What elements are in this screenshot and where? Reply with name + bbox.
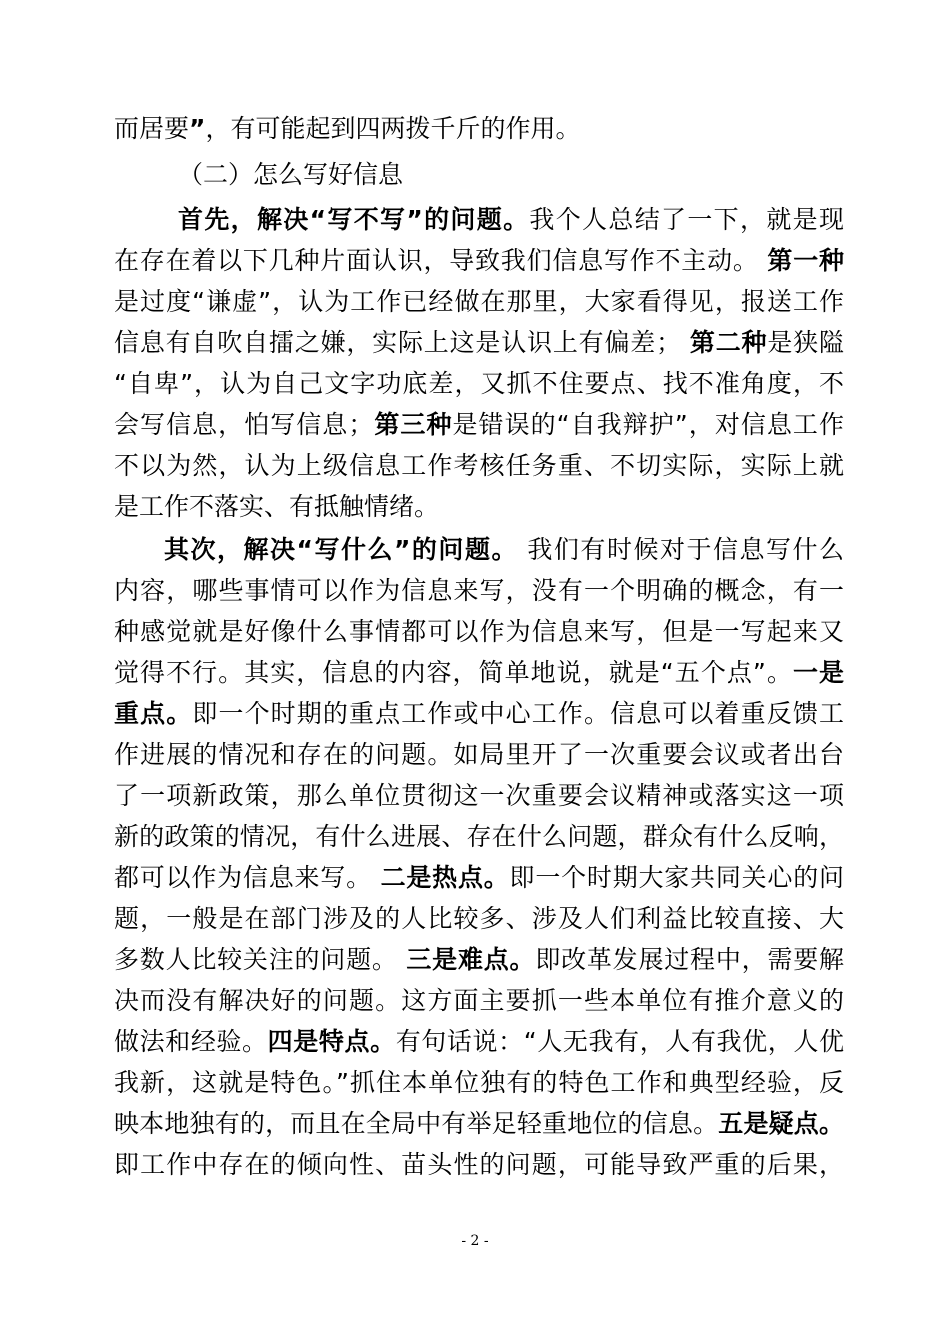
text-line — [114, 939, 844, 980]
text-line — [114, 652, 844, 693]
bold-text: 重点。 — [114, 699, 193, 728]
text-run: 即工作中存在的倾向性、苗头性的问题，可能导致严重的后果， — [114, 1150, 844, 1179]
bold-text: 一是 — [792, 658, 844, 687]
text-run: ，有可能起到四两拨千斤的作用。 — [205, 114, 581, 143]
bold-text: 四是特点。 — [267, 1027, 396, 1056]
text-line — [114, 1062, 844, 1103]
text-run: 会写信息，怕写信息； — [114, 410, 374, 439]
text-line — [114, 281, 844, 322]
text-run: 在存在着以下几种片面认识，导致我们信息写作不主动。 — [114, 246, 768, 275]
text-run: （二）怎么写好信息 — [178, 160, 404, 189]
bold-text: 第三种 — [373, 410, 453, 439]
text-run: 即一个时期大家共同关心的问 — [509, 863, 844, 892]
text-line — [114, 154, 844, 195]
text-run: 种感觉就是好像什么事情都可以作为信息来写，但是一写起来又 — [114, 617, 844, 646]
text-line — [114, 486, 844, 527]
text-run: 我新，这就是特色。”抓住本单位独有的特色工作和典型经验，反 — [114, 1068, 844, 1097]
text-line — [114, 404, 844, 445]
bold-text: 三是难点。 — [406, 945, 536, 974]
text-line — [114, 363, 844, 404]
text-line — [114, 775, 844, 816]
text-line — [114, 898, 844, 939]
text-run: 觉得不行。其实，信息的内容，简单地说，就是“五个点”。 — [114, 658, 793, 687]
bold-text: 第一种 — [767, 246, 844, 275]
text-line — [114, 1144, 844, 1185]
text-line — [114, 693, 844, 734]
text-run: 作进展的情况和存在的问题。如局里开了一次重要会议或者出台 — [114, 740, 844, 769]
bold-text: 首先，解决“写不写”的问题。 — [178, 205, 530, 234]
bold-text: 其次，解决“写什么”的问题。 — [164, 535, 518, 564]
text-line — [114, 1021, 844, 1062]
text-run: 即改革发展过程中，需要解 — [535, 945, 844, 974]
text-line — [114, 240, 844, 281]
text-line — [114, 734, 844, 775]
text-line — [114, 570, 844, 611]
text-run: 映本地独有的，而且在全局中有举足轻重地位的信息。 — [114, 1109, 719, 1138]
bold-text: 第二种 — [689, 328, 768, 357]
text-line — [114, 1103, 844, 1144]
text-run: 是错误的“自我辩护”，对信息工作 — [452, 410, 844, 439]
text-run: 新的政策的情况，有什么进展、存在什么问题，群众有什么反响， — [114, 822, 844, 851]
text-line — [114, 611, 844, 652]
text-run: 决而没有解决好的问题。这方面主要抓一些本单位有推介意义的 — [114, 986, 844, 1015]
text-line — [114, 445, 844, 486]
text-run: 都可以作为信息来写。 — [114, 863, 381, 892]
text-line — [114, 529, 844, 570]
text-run: 多数人比较关注的问题。 — [114, 945, 407, 974]
text-run: 即一个时期的重点工作或中心工作。信息可以着重反馈工 — [192, 699, 844, 728]
bold-text: 五是疑点。 — [718, 1109, 844, 1138]
text-line — [114, 322, 844, 363]
text-run: 题，一般是在部门涉及的人比较多、涉及人们利益比较直接、大 — [114, 904, 844, 933]
text-run: 我个人总结了一下，就是现 — [529, 205, 844, 234]
text-run: 有句话说：“人无我有，人有我优，人优 — [395, 1027, 844, 1056]
text-run: 做法和经验。 — [114, 1027, 268, 1056]
text-run: 是过度“谦虚”，认为工作已经做在那里，大家看得见，报送工作 — [114, 287, 844, 316]
text-run: 不以为然，认为上级信息工作考核任务重、不切实际，实际上就 — [114, 451, 844, 480]
text-line — [114, 980, 844, 1021]
text-line — [114, 108, 844, 149]
text-run: 信息有自吹自擂之嫌，实际上这是认识上有偏差； — [114, 328, 690, 357]
text-run: “自卑”，认为自己文字功底差，又抓不住要点、找不准角度，不 — [114, 369, 844, 398]
text-run: 而居要 — [114, 114, 190, 143]
text-line — [114, 199, 844, 240]
text-run: 了一项新政策，那么单位贯彻这一次重要会议精神或落实这一项 — [114, 781, 844, 810]
text-run: 是工作不落实、有抵触情绪。 — [114, 492, 440, 521]
bold-text: 二是热点。 — [380, 863, 510, 892]
text-run: 我们有时候对于信息写什么 — [517, 535, 844, 564]
page-number: - 2 - — [461, 1233, 489, 1249]
text-line — [114, 857, 844, 898]
bold-text: ” — [189, 114, 206, 143]
text-run: 内容，哪些事情可以作为信息来写，没有一个明确的概念，有一 — [114, 576, 844, 605]
text-line — [114, 816, 844, 857]
text-run: 是狭隘 — [767, 328, 844, 357]
